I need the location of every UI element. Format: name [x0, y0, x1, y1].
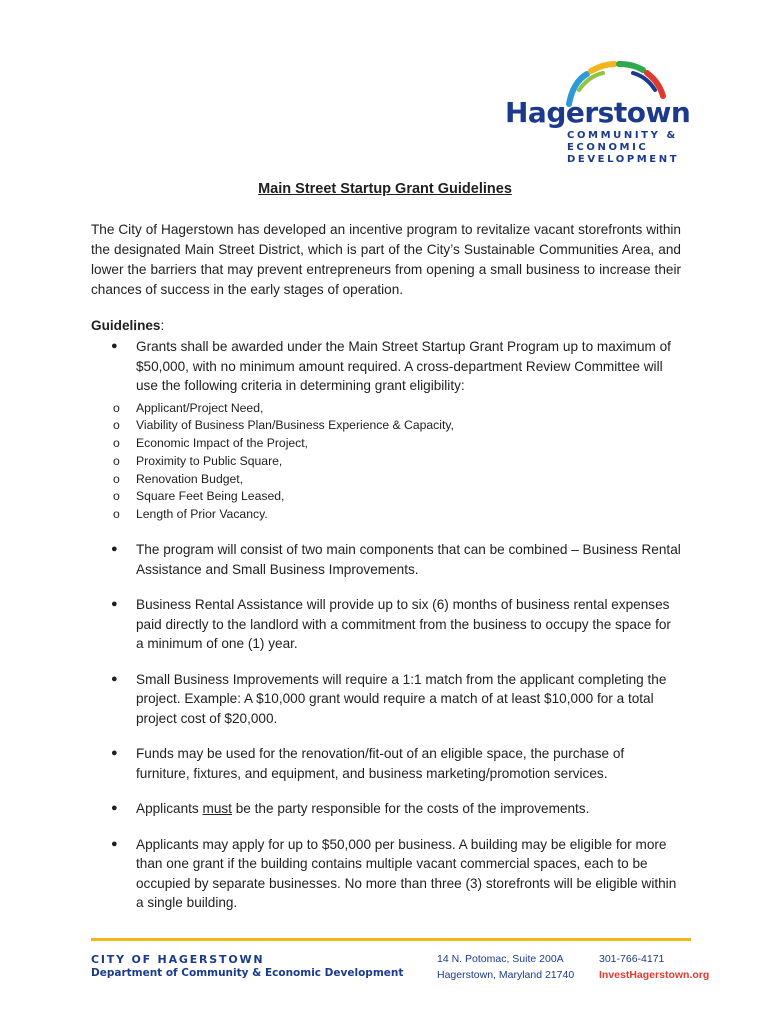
- sub-bullet-icon: o: [113, 471, 120, 486]
- bullet-icon: ●: [111, 672, 118, 685]
- footer-contact: [599, 951, 709, 983]
- bullet-icon: ●: [111, 747, 118, 760]
- sub-bullet-icon: o: [113, 400, 120, 415]
- sub-bullet-icon: o: [113, 507, 120, 522]
- guidelines-label: Guidelines: [91, 318, 161, 333]
- logo-sub-line: ECONOMIC: [567, 142, 649, 153]
- guidelines-list: [91, 337, 681, 913]
- must-text-after: be the party responsible for the costs of the improvements.: [231, 801, 590, 817]
- sub-bullet-icon: o: [113, 453, 120, 468]
- criteria-text: Economic Impact of the Project,: [136, 436, 309, 451]
- list-item: [91, 670, 681, 729]
- list-item-text: Grants shall be awarded under the Main Street Startup Grant Program up to maximum of $50,000, with no minimum amount required. A cross-department Review Committee will use the following criteria in determining grant eligibility:: [136, 339, 671, 393]
- footer-address: [437, 951, 574, 983]
- logo-wordmark: Hagerstown: [505, 96, 691, 129]
- list-item: [91, 835, 681, 913]
- list-item: [91, 337, 681, 396]
- logo-subtitle: [567, 130, 679, 166]
- list-item-text: Business Rental Assistance will provide up to six (6) months of business rental expenses paid directly to the landlord with a commitment from the business to occupy the space for a minimum of one (1) year.: [136, 597, 671, 652]
- guidelines-heading: [91, 318, 164, 333]
- footer-address-line: Hagerstown, Maryland 21740: [437, 969, 575, 981]
- must-text-before: Applicants: [136, 801, 203, 817]
- list-item: [91, 595, 681, 654]
- criteria-text: Length of Prior Vacancy.: [136, 507, 268, 522]
- sub-bullet-icon: o: [113, 436, 120, 451]
- list-item-text: Applicants may apply for up to $50,000 per business. A building may be eligible for more than one grant if the building contains multiple vacant commercial spaces, each to be occupied by separate businesses. No more than three (3) storefronts will be eligible within a single building.: [136, 836, 677, 911]
- list-item-text: Small Business Improvements will require a 1:1 match from the applicant completing the project. Example: A $10,000 grant would require a match of at least $10,000 for a total project cost of $20,000.: [136, 671, 667, 726]
- intro-paragraph: The City of Hagerstown has developed an incentive program to revitalize vacant storefronts within the designated Main Street District, which is part of the City’s Sustainable Communities Area, and lower the barriers that may prevent entrepreneurs from opening a small business to increase their chances of success in the early stages of operation.: [91, 222, 681, 297]
- sub-bullet-icon: o: [113, 418, 120, 433]
- logo-sub-line: DEVELOPMENT: [567, 154, 680, 165]
- footer-phone: 301-766-4171: [599, 953, 665, 965]
- bullet-icon: ●: [111, 837, 118, 850]
- list-item-text: The program will consist of two main components that can be combined – Business Rental Assistance and Small Business Improvements.: [136, 542, 681, 577]
- logo-sub-line: COMMUNITY &: [567, 130, 678, 141]
- criteria-text: Square Feet Being Leased,: [136, 489, 285, 504]
- bullet-icon: ●: [111, 543, 118, 556]
- criteria-text: Proximity to Public Square,: [136, 453, 283, 468]
- must-emphasis: must: [202, 801, 232, 817]
- footer-department: Department of Community & Economic Development: [91, 967, 404, 979]
- bullet-icon: ●: [111, 802, 118, 815]
- bullet-icon: ●: [111, 340, 118, 352]
- list-item: [91, 799, 681, 819]
- sub-bullet-icon: o: [113, 489, 120, 504]
- footer-website-link[interactable]: InvestHagerstown.org: [599, 969, 710, 981]
- criteria-item: [91, 435, 681, 453]
- criteria-item: [91, 506, 681, 524]
- criteria-text: Viability of Business Plan/Business Experience & Capacity,: [136, 418, 454, 433]
- guidelines-colon: :: [160, 318, 165, 333]
- criteria-list: [91, 400, 681, 525]
- bullet-icon: ●: [111, 598, 118, 611]
- list-item: [91, 540, 681, 579]
- list-item-text: Funds may be used for the renovation/fit-out of an eligible space, the purchase of furniture, fixtures, and equipment, and business marketing/promotion services.: [136, 746, 625, 781]
- footer-divider: [91, 938, 691, 941]
- footer-address-line: 14 N. Potomac, Suite 200A: [437, 953, 564, 965]
- footer-city: CITY OF HAGERSTOWN: [91, 953, 265, 966]
- hagerstown-logo: [505, 60, 691, 165]
- criteria-text: Applicant/Project Need,: [136, 400, 264, 415]
- criteria-item: [91, 453, 681, 471]
- document-title: Main Street Startup Grant Guidelines: [258, 181, 512, 197]
- criteria-item: [91, 417, 681, 435]
- list-item: [91, 744, 681, 783]
- criteria-item: [91, 471, 681, 489]
- criteria-text: Renovation Budget,: [136, 471, 244, 486]
- criteria-item: [91, 400, 681, 418]
- criteria-item: [91, 488, 681, 506]
